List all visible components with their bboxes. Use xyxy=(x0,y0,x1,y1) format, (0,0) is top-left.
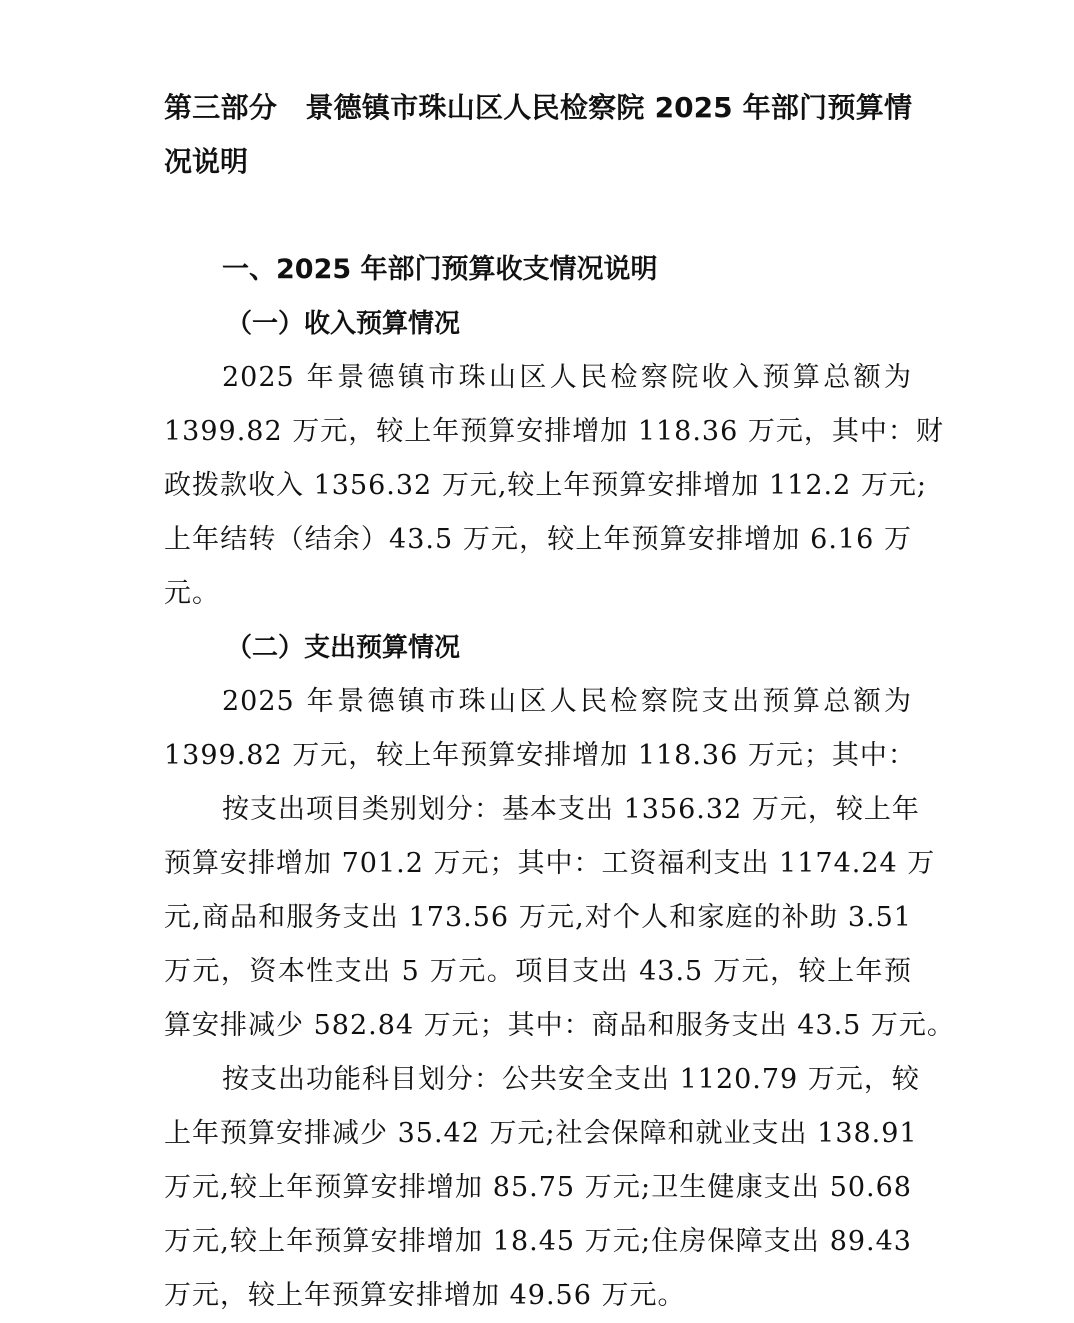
paragraph-line: 1399.82 万元，较上年预算安排增加 118.36 万元；其中： xyxy=(164,740,916,771)
income-paragraph xyxy=(164,351,944,621)
income-heading: （一）收入预算情况 xyxy=(226,309,461,339)
paragraph-line: 上年预算安排减少 35.42 万元;社会保障和就业支出 138.91 xyxy=(164,1118,918,1149)
expense-by-function-paragraph xyxy=(164,1053,920,1323)
paragraph-line: 万元，较上年预算安排增加 49.56 万元。 xyxy=(164,1280,686,1311)
paragraph-line: 元,商品和服务支出 173.56 万元,对个人和家庭的补助 3.51 xyxy=(164,902,912,933)
spacer xyxy=(164,189,912,243)
paragraph-line: 万元,较上年预算安排增加 18.45 万元;住房保障支出 89.43 xyxy=(164,1226,912,1257)
paragraph-line: 2025 年景德镇市珠山区人民检察院收入预算总额为 xyxy=(222,362,912,393)
expense-heading: （二）支出预算情况 xyxy=(226,633,461,663)
expense-by-category-paragraph xyxy=(164,783,955,1053)
paragraph-line: 上年结转（结余）43.5 万元，较上年预算安排增加 6.16 万 xyxy=(164,524,912,555)
paragraph-line: 1399.82 万元，较上年预算安排增加 118.36 万元，其中：财 xyxy=(164,416,944,447)
paragraph-line: 政拨款收入 1356.32 万元,较上年预算安排增加 112.2 万元; xyxy=(164,470,927,501)
paragraph-line: 按支出功能科目划分：公共安全支出 1120.79 万元，较 xyxy=(222,1064,920,1095)
paragraph-line: 算安排减少 582.84 万元；其中：商品和服务支出 43.5 万元。 xyxy=(164,1010,955,1041)
paragraph-line: 元。 xyxy=(164,578,220,609)
document-page xyxy=(164,81,955,1323)
document-title-line-2: 况说明 xyxy=(164,145,249,178)
paragraph-line: 万元,较上年预算安排增加 85.75 万元;卫生健康支出 50.68 xyxy=(164,1172,912,1203)
section-heading: 一、2025 年部门预算收支情况说明 xyxy=(222,254,658,285)
paragraph-line: 万元，资本性支出 5 万元。项目支出 43.5 万元，较上年预 xyxy=(164,956,912,987)
expense-total-paragraph xyxy=(164,675,916,783)
paragraph-line: 按支出项目类别划分：基本支出 1356.32 万元，较上年 xyxy=(222,794,920,825)
paragraph-line: 2025 年景德镇市珠山区人民检察院支出预算总额为 xyxy=(222,686,912,717)
paragraph-line: 预算安排增加 701.2 万元；其中：工资福利支出 1174.24 万 xyxy=(164,848,936,879)
document-title-line-1: 第三部分 景德镇市珠山区人民检察院 2025 年部门预算情 xyxy=(164,91,912,124)
